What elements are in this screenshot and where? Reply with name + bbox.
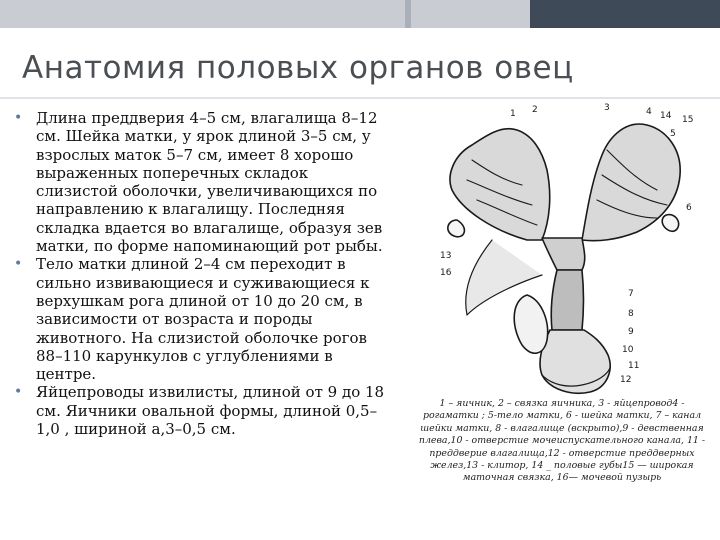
figure-label-8: 8 xyxy=(628,309,634,319)
figure-label-9: 9 xyxy=(628,327,634,337)
figure-label-6: 6 xyxy=(686,203,692,213)
figure-label-3: 3 xyxy=(604,103,610,113)
figure-label-15: 15 xyxy=(682,115,694,125)
bullet-icon: • xyxy=(14,110,23,126)
figure-label-13: 13 xyxy=(440,251,452,261)
bullet-item xyxy=(14,383,394,438)
figure-label-14: 14 xyxy=(660,111,672,121)
vagina-opened xyxy=(540,330,610,393)
title-divider xyxy=(0,97,720,99)
slide-title: Анатомия половых органов овец xyxy=(22,50,574,86)
top-bar-accent-segment xyxy=(405,0,411,28)
top-decor-bar xyxy=(0,0,720,28)
left-uterine-horn xyxy=(450,129,550,240)
uterine-body xyxy=(542,238,585,270)
figure-label-11: 11 xyxy=(628,361,640,371)
figure-label-7: 7 xyxy=(628,289,634,299)
figure-label-5: 5 xyxy=(670,129,676,139)
bullet-list xyxy=(14,109,394,438)
figure-caption: 1 – яичник, 2 – связка яичника, 3 - яйцепровод4 - рогаматки ; 5-тело матки, 6 - шейка матки, 7 – канал шейки матки, 8 - влагалище (вскрыто),9 - девственная плева,10 - отверстие мочеиспускательного канала, 11 - преддверие влагалища,12 - отверстие преддверных желез,13 - клитор, 14 _ половые губы15 — широкая маточная связка, 16— мочевой пузырь xyxy=(418,398,706,484)
right-ovary xyxy=(662,215,678,232)
bullet-text: Длина преддверия 4–5 см, влагалища 8–12 см. Шейка матки, у ярок длиной 3–5 см, у взрослых маток 5–7 см, имеет 8 хорошо выраженных поперечных складок слизистой оболочки, увеличивающихся по направлению к влагалищу. Последняя складка вдается во влагалище, образуя зев матки, по форме напоминающий рот рыбы. xyxy=(36,109,383,256)
anatomy-illustration xyxy=(432,100,702,400)
cervix-canal xyxy=(551,270,583,330)
top-bar-light-segment xyxy=(0,0,530,28)
bullet-icon: • xyxy=(14,384,23,401)
figure-label-4: 4 xyxy=(646,107,652,117)
bullet-item xyxy=(14,255,394,383)
figure-label-1: 1 xyxy=(510,109,516,119)
figure-label-16: 16 xyxy=(440,268,452,278)
bullet-text: Тело матки длиной 2–4 см переходит в сильно извивающиеся и суживающиеся к верхушкам рога длиной от 10 до 20 см, в зависимости от возраста и породы животного. На слизистой оболочке рогов 88–110 карункулов с углублениями в центре. xyxy=(36,255,370,384)
figure-label-12: 12 xyxy=(620,375,632,385)
figure-label-2: 2 xyxy=(532,105,538,115)
bullet-text: Яйцепроводы извилисты, длиной от 9 до 18 см. Яичники овальной формы, длиной 0,5–1,0 , шириной а,3–0,5 см. xyxy=(36,383,385,439)
top-bar-dark-segment xyxy=(530,0,720,28)
bullet-icon: • xyxy=(14,256,23,273)
bullet-item xyxy=(14,109,394,255)
figure-label-10: 10 xyxy=(622,345,634,355)
bladder xyxy=(514,295,547,353)
left-ovary xyxy=(448,220,465,237)
